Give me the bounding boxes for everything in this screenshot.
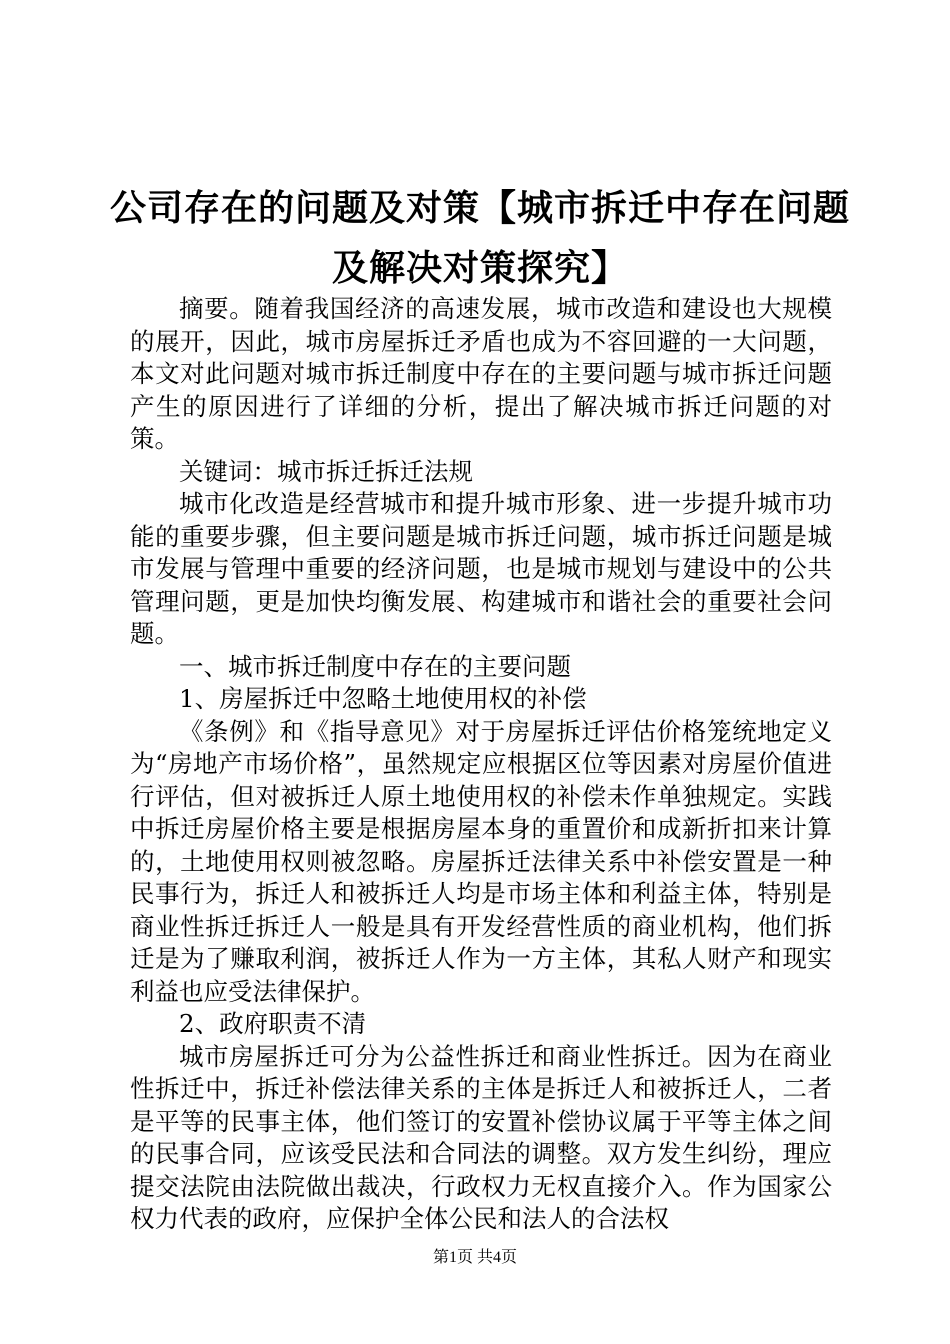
body-paragraph: 城市房屋拆迁可分为公益性拆迁和商业性拆迁。因为在商业性拆迁中，拆迁补偿法律关系的主体是拆迁人和被拆迁人，二者是平等的民事主体，他们签订的安置补偿协议属于平等主体之间的民事合同，应该受民法和合同法的调整。双方发生纠纷，理应提交法院由法院做出裁决，行政权力无权直接介入。作为国家公权力代表的政府，应保护全体公民和法人的合法权: [130, 1041, 832, 1233]
body-paragraph: 《条例》和《指导意见》对于房屋拆迁评估价格笼统地定义为“房地产市场价格”，虽然规定应根据区位等因素对房屋价值进行评估，但对被拆迁人原土地使用权的补偿未作单独规定。实践中拆迁房屋价格主要是根据房屋本身的重置价和成新折扣来计算的，土地使用权则被忽略。房屋拆迁法律关系中补偿安置是一种民事行为，拆迁人和被拆迁人均是市场主体和利益主体，特别是商业性拆迁拆迁人一般是具有开发经营性质的商业机构，他们拆迁是为了赚取利润，被拆迁人作为一方主体，其私人财产和现实利益也应受法律保护。: [130, 716, 832, 1006]
document-body: [130, 293, 832, 1236]
subsection-heading: 1、房屋拆迁中忽略土地使用权的补偿: [179, 684, 587, 713]
keywords-line: 关键词：城市拆迁拆迁法规: [179, 456, 473, 486]
document-title: 公司存在的问题及对策【城市拆迁中存在问题及解决对策探究】: [110, 187, 851, 289]
abstract-paragraph: 摘要。随着我国经济的高速发展，城市改造和建设也大规模的展开，因此，城市房屋拆迁矛盾也成为不容回避的一大问题，本文对此问题对城市拆迁制度中存在的主要问题与城市拆迁问题产生的原因进行了详细的分析，提出了解决城市拆迁问题的对策。: [130, 294, 832, 453]
section-heading: 一、城市拆迁制度中存在的主要问题: [179, 651, 571, 681]
page-number-footer: 第1页 共4页: [432, 1249, 517, 1266]
intro-paragraph: 城市化改造是经营城市和提升城市形象、进一步提升城市功能的重要步骤，但主要问题是城市拆迁问题，城市拆迁问题是城市发展与管理中重要的经济问题，也是城市规划与建设中的公共管理问题，更是加快均衡发展、构建城市和谐社会的重要社会问题。: [130, 489, 832, 648]
subsection-heading: 2、政府职责不清: [179, 1009, 367, 1038]
